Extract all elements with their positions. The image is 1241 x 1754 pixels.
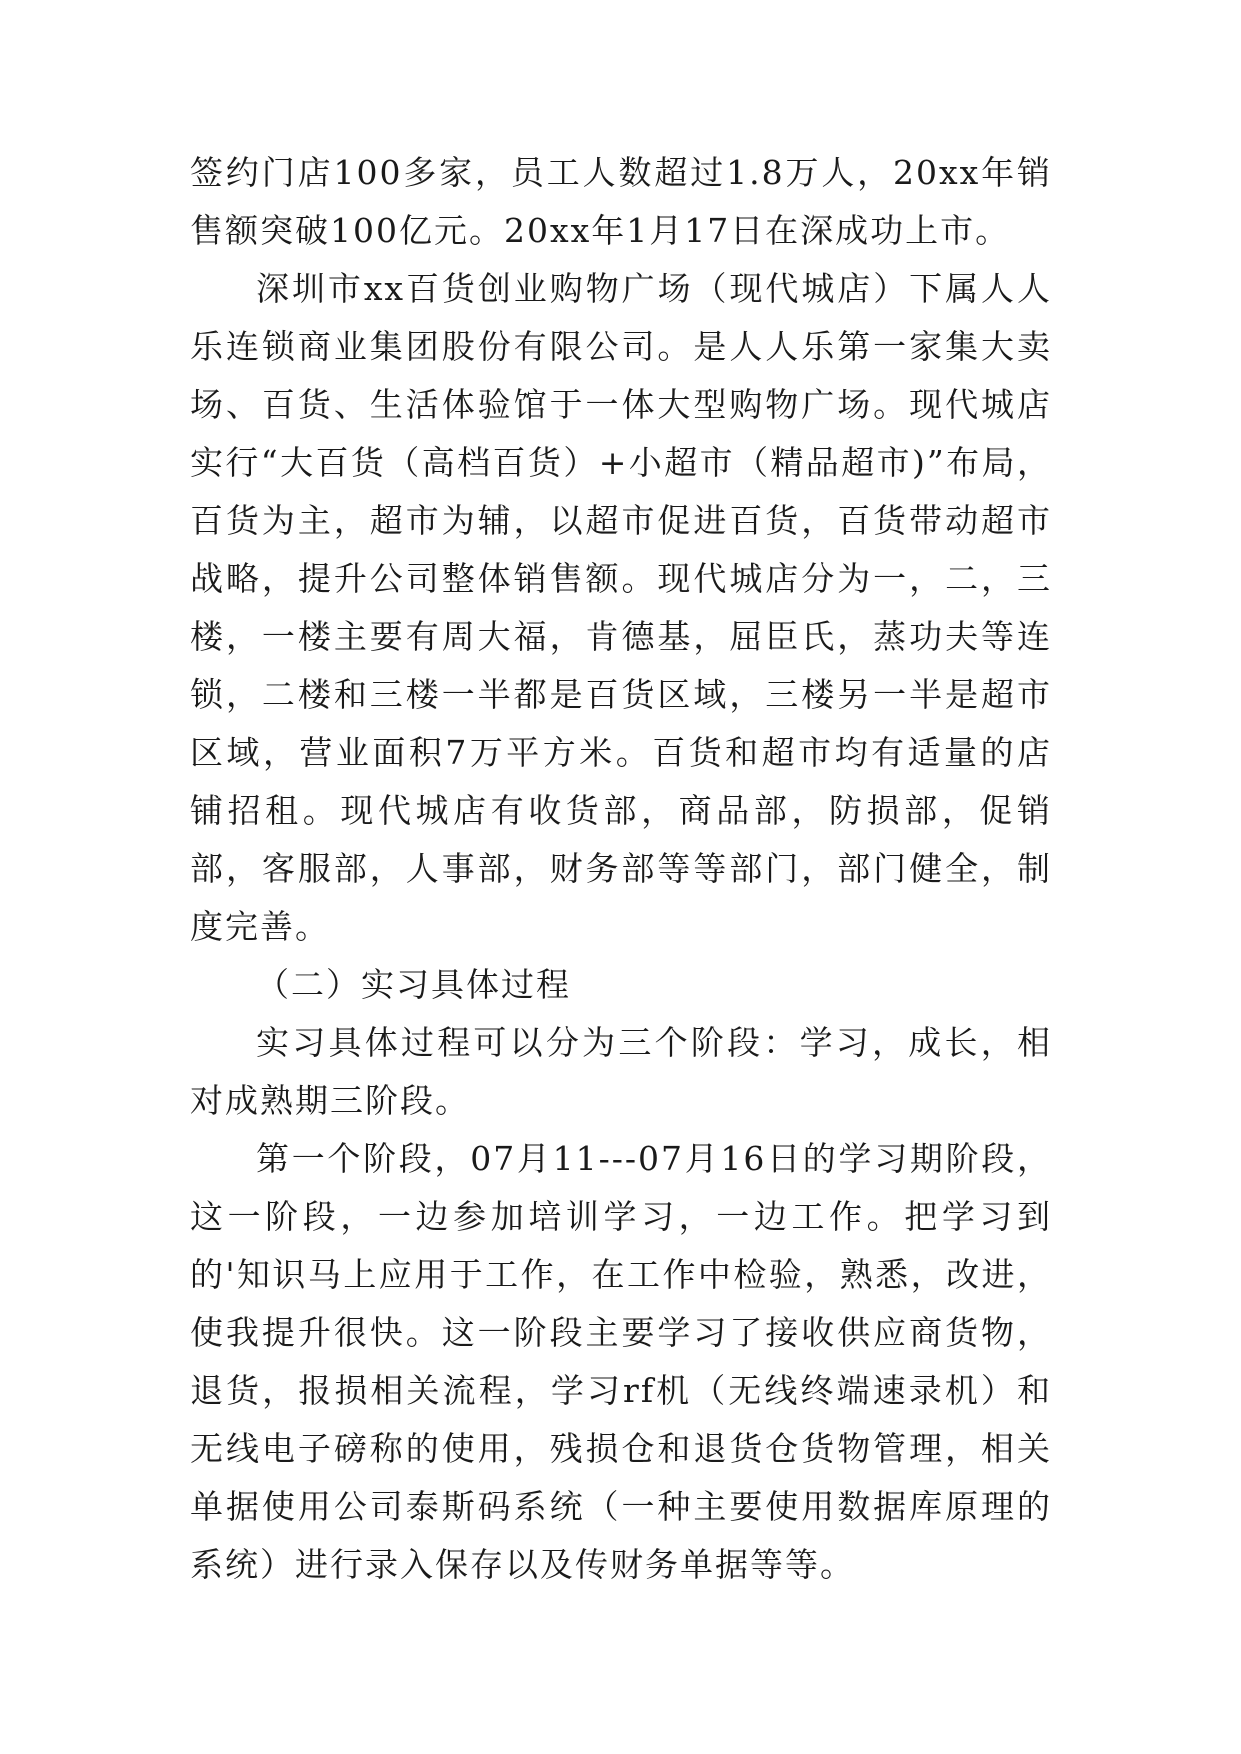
paragraph-first-stage: 第一个阶段，07月11---07月16日的学习期阶段，这一阶段，一边参加培训学习，一边工作。把学习到的'知识马上应用于工作，在工作中检验，熟悉，改进，使我提升很快。这一阶段主要学习了接收供应商货物，退货，报损相关流程，学习rf机（无线终端速录机）和无线电子磅称的使用，残损仓和退货仓货物管理，相关单据使用公司泰斯码系统（一种主要使用数据库原理的系统）进行录入保存以及传财务单据等等。 — [190, 1139, 1052, 1584]
paragraph-company-stats: 签约门店100多家，员工人数超过1.8万人，20xx年销售额突破100亿元。20xx年1月17日在深成功上市。 — [190, 153, 1052, 250]
paragraph-store-description: 深圳市xx百货创业购物广场（现代城店）下属人人乐连锁商业集团股份有限公司。是人人乐第一家集大卖场、百货、生活体验馆于一体大型购物广场。现代城店实行“大百货（高档百货）+小超市（精品超市)”布局，百货为主，超市为辅，以超市促进百货，百货带动超市战略，提升公司整体销售额。现代城店分为一，二，三楼，一楼主要有周大福，肯德基，屈臣氏，蒸功夫等连锁，二楼和三楼一半都是百货区域，三楼另一半是超市区域，营业面积7万平方米。百货和超市均有适量的店铺招租。现代城店有收货部，商品部，防损部，促销部，客服部，人事部，财务部等等部门，部门健全，制度完善。 — [190, 269, 1052, 946]
paragraph-internship-stages: 实习具体过程可以分为三个阶段：学习，成长，相对成熟期三阶段。 — [190, 1023, 1052, 1120]
section-heading-internship-process: （二）实习具体过程 — [256, 965, 571, 1004]
document-body — [190, 144, 1052, 1594]
